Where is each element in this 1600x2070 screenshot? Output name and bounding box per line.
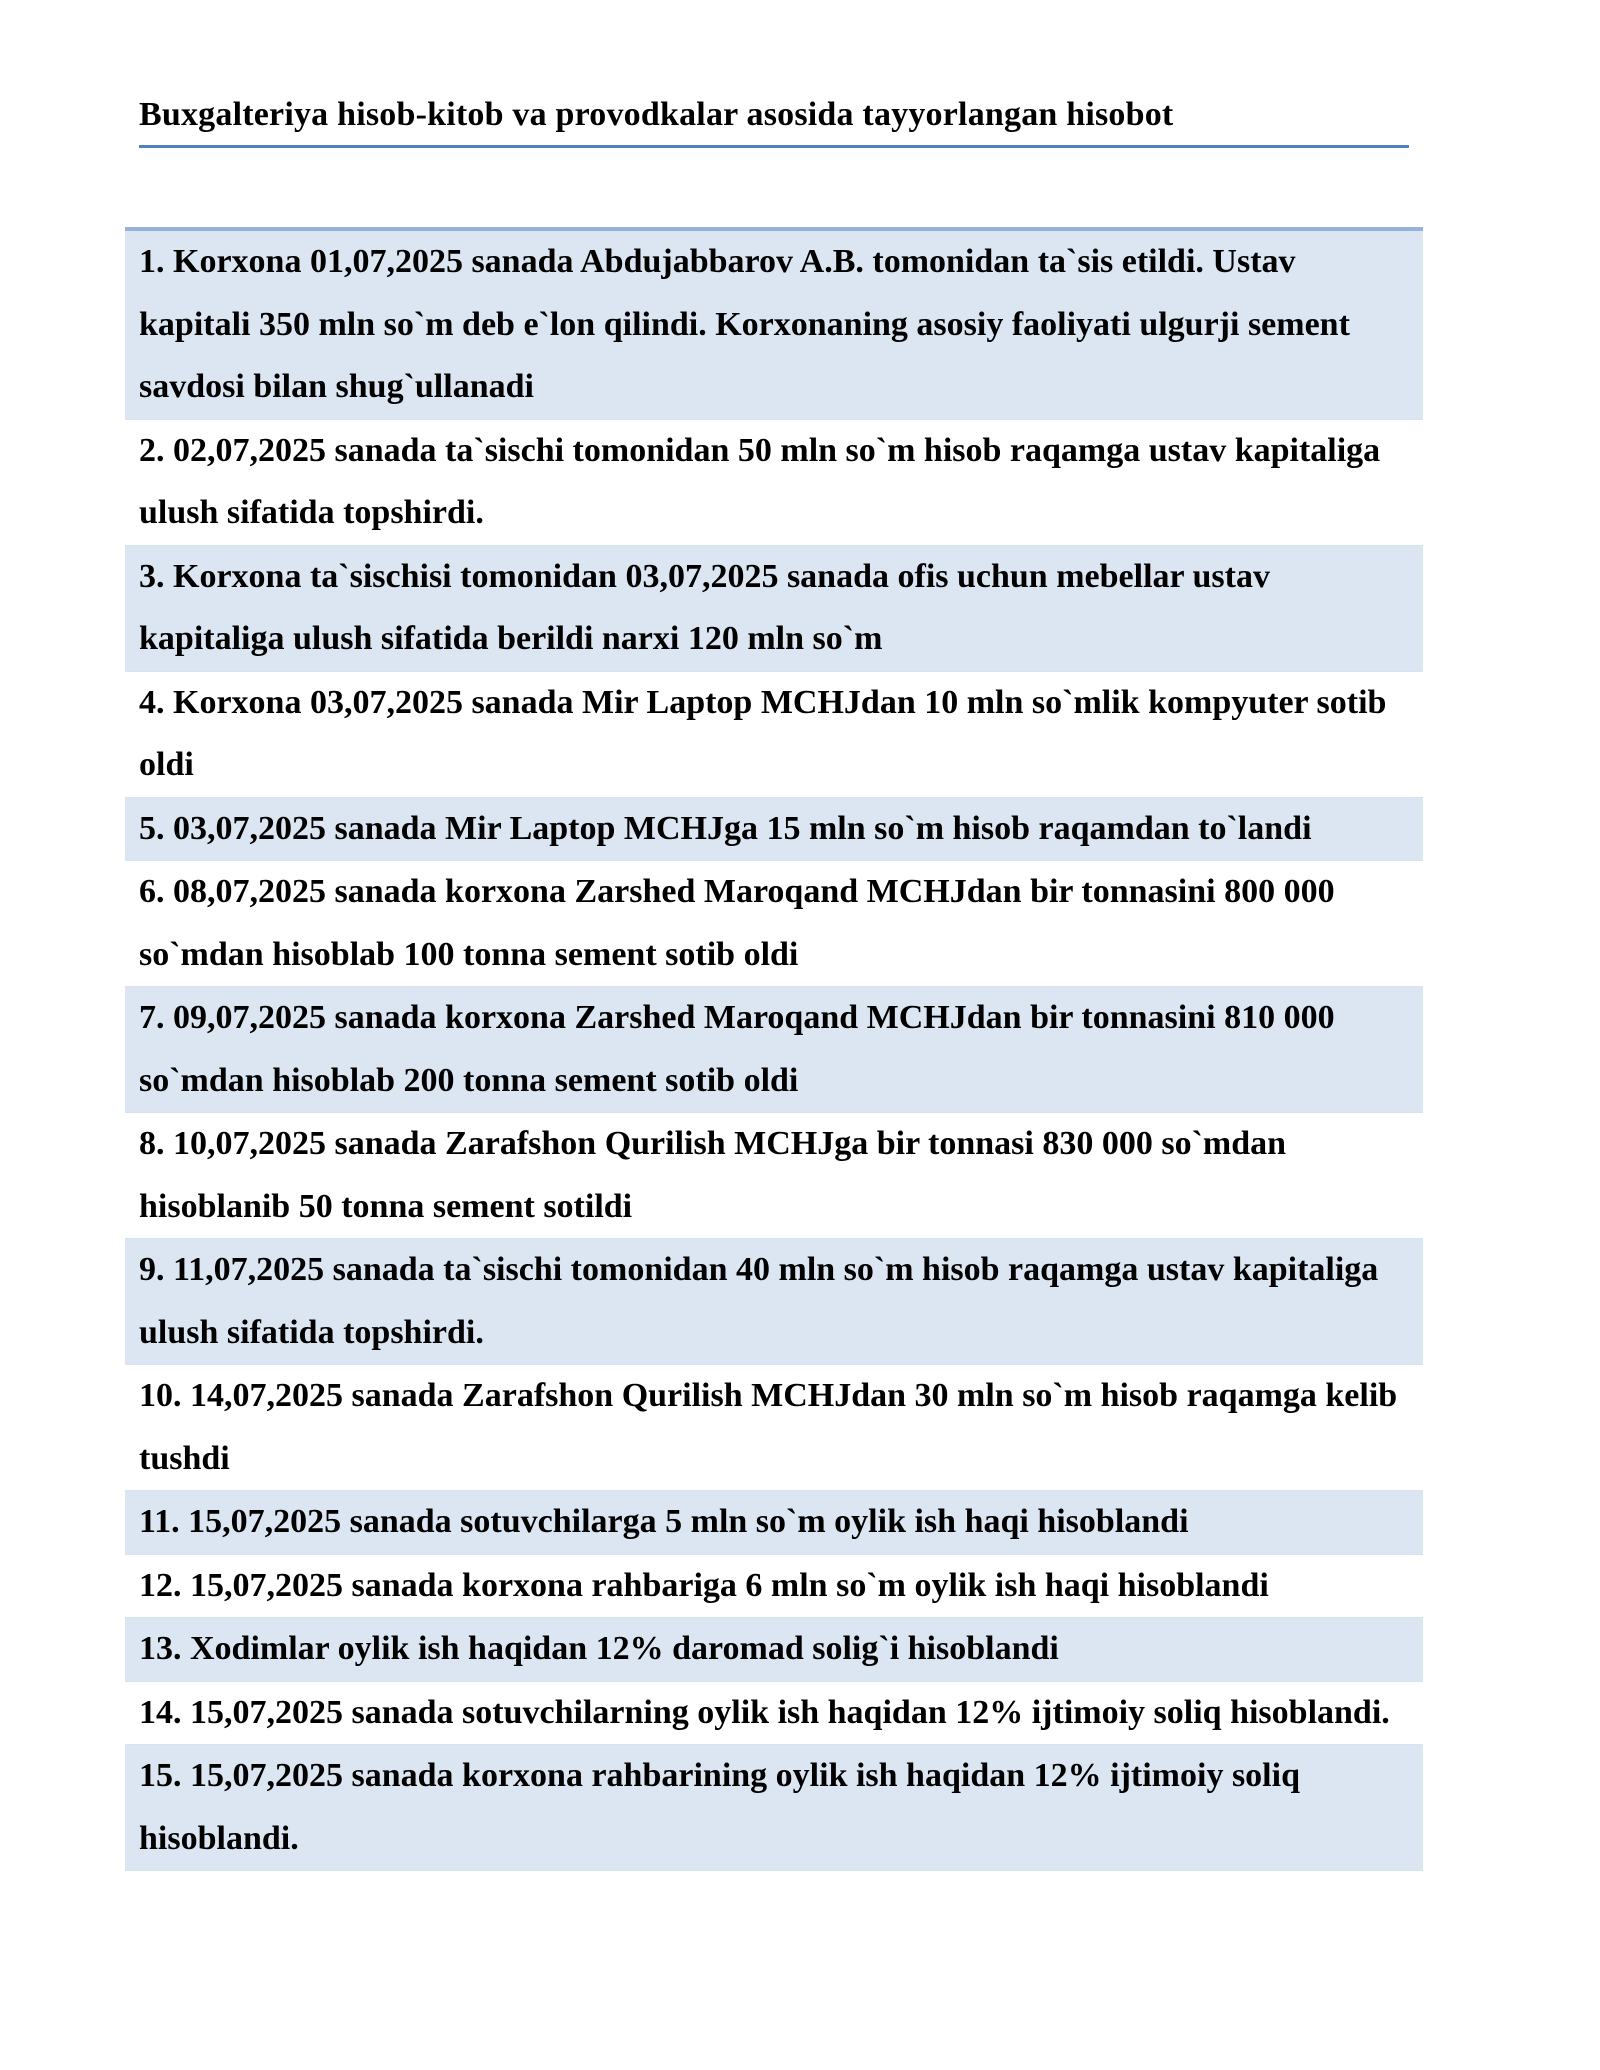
title-underline [139, 145, 1409, 148]
page-title: Buxgalteriya hisob-kitob va provodkalar asosida tayyorlangan hisobot [139, 96, 1174, 133]
table-row: 14. 15,07,2025 sanada sotuvchilarning oylik ish haqidan 12% ijtimoiy soliq hisoblandi. [125, 1682, 1423, 1746]
table-row: 9. 11,07,2025 sanada ta`sischi tomonidan 40 mln so`m hisob raqamga ustav kapitaliga ulush sifatida topshirdi. [125, 1239, 1423, 1365]
table-row: 8. 10,07,2025 sanada Zarafshon Qurilish MCHJga bir tonnasi 830 000 so`mdan hisoblanib 50 tonna sement sotildi [125, 1113, 1423, 1239]
table-row: 13. Xodimlar oylik ish haqidan 12% daromad solig`i hisoblandi [125, 1618, 1423, 1682]
table-row: 1. Korxona 01,07,2025 sanada Abdujabbarov A.B. tomonidan ta`sis etildi. Ustav kapitali 350 mln so`m deb e`lon qilindi. Korxonaning asosiy faoliyati ulgurji sement savdosi bilan shug`ullanadi [125, 231, 1423, 420]
table-row: 5. 03,07,2025 sanada Mir Laptop MCHJga 15 mln so`m hisob raqamdan to`landi [125, 798, 1423, 862]
table-row: 3. Korxona ta`sischisi tomonidan 03,07,2025 sanada ofis uchun mebellar ustav kapitaliga ulush sifatida berildi narxi 120 mln so`m [125, 546, 1423, 672]
entries-table [125, 227, 1423, 1871]
table-row: 12. 15,07,2025 sanada korxona rahbariga 6 mln so`m oylik ish haqi hisoblandi [125, 1555, 1423, 1619]
table-row: 7. 09,07,2025 sanada korxona Zarshed Maroqand MCHJdan bir tonnasini 810 000 so`mdan hisoblab 200 tonna sement sotib oldi [125, 987, 1423, 1113]
table-row: 6. 08,07,2025 sanada korxona Zarshed Maroqand MCHJdan bir tonnasini 800 000 so`mdan hisoblab 100 tonna sement sotib oldi [125, 861, 1423, 987]
table-row: 2. 02,07,2025 sanada ta`sischi tomonidan 50 mln so`m hisob raqamga ustav kapitaliga ulush sifatida topshirdi. [125, 420, 1423, 546]
table-row: 11. 15,07,2025 sanada sotuvchilarga 5 mln so`m oylik ish haqi hisoblandi [125, 1491, 1423, 1555]
table-row: 10. 14,07,2025 sanada Zarafshon Qurilish MCHJdan 30 mln so`m hisob raqamga kelib tushdi [125, 1365, 1423, 1491]
table-row: 4. Korxona 03,07,2025 sanada Mir Laptop MCHJdan 10 mln so`mlik kompyuter sotib oldi [125, 672, 1423, 798]
table-row: 15. 15,07,2025 sanada korxona rahbarining oylik ish haqidan 12% ijtimoiy soliq hisoblandi. [125, 1745, 1423, 1871]
